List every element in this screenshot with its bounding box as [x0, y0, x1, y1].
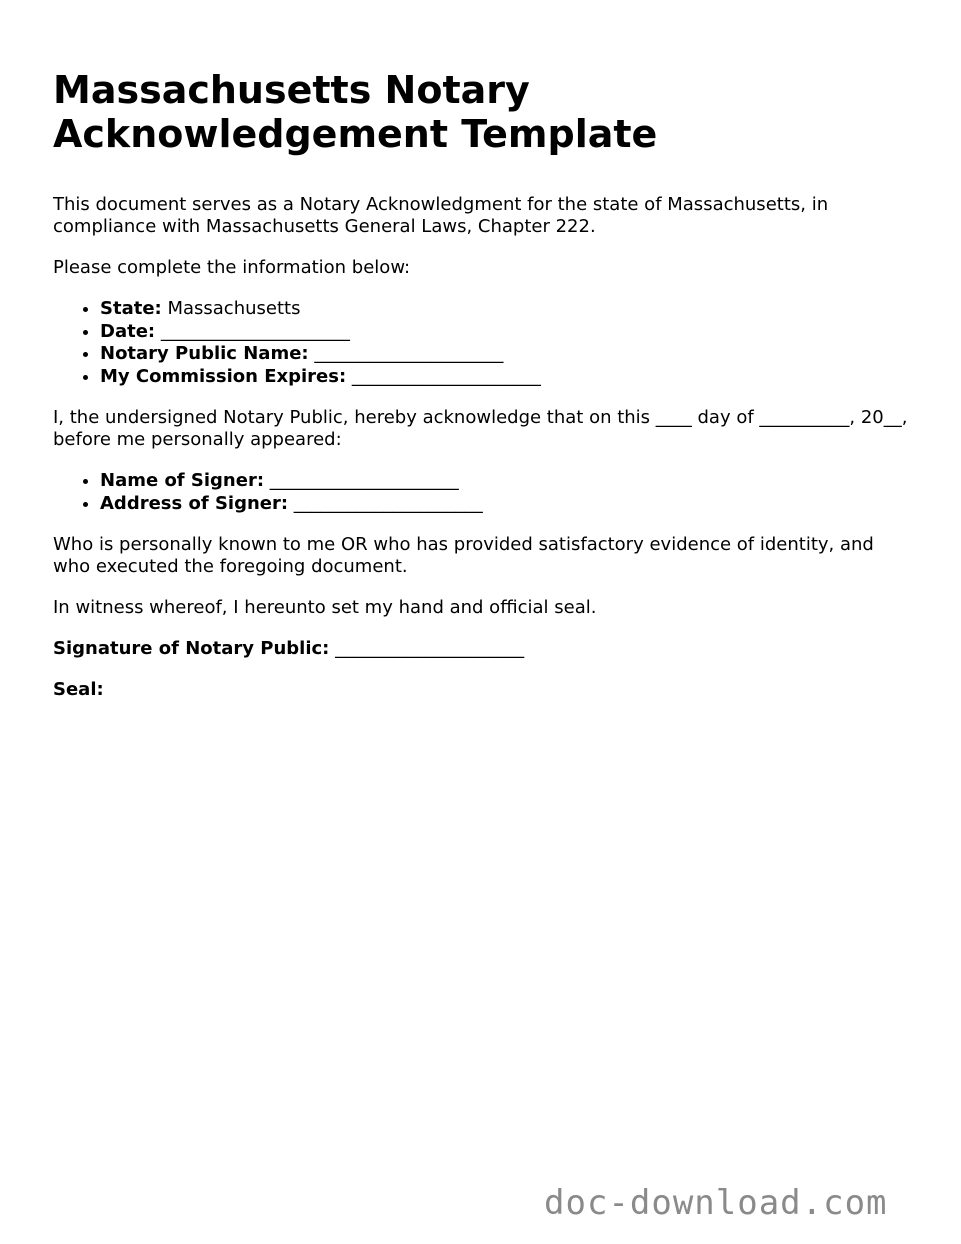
list-item-state [100, 298, 913, 321]
list-item-signer-name [100, 470, 913, 493]
acknowledgement-paragraph: I, the undersigned Notary Public, hereby acknowledge that on this ____ day of __________, 20__, before me personally appeared: [53, 407, 908, 450]
signature-label: Signature of Notary Public: [53, 638, 330, 659]
notary-details-list [53, 298, 913, 388]
field-label: State: [100, 298, 162, 319]
watermark: doc-download.com [544, 1183, 888, 1223]
field-value: _____________________ [346, 365, 541, 387]
witness-paragraph: In witness whereof, I hereunto set my hand and official seal. [53, 597, 597, 618]
field-label: Notary Public Name: [100, 343, 309, 364]
field-value: _____________________ [308, 343, 504, 364]
field-value: _____________________ [264, 470, 459, 491]
intro-paragraph: This document serves as a Notary Acknowledgment for the state of Massachusetts, in compliance with Massachusetts General Laws, Chapter 222. [53, 194, 829, 237]
seal-line [53, 679, 913, 701]
document-title: Massachusetts Notary Acknowledgement Template [53, 68, 658, 156]
field-label: Address of Signer: [100, 492, 289, 514]
list-item-commission-expires [100, 366, 913, 389]
field-label: My Commission Expires: [100, 365, 347, 387]
list-item-signer-address [100, 493, 913, 516]
signer-details-list [53, 470, 913, 515]
signature-line [53, 638, 913, 660]
field-value: _____________________ [155, 320, 350, 342]
list-item-date [100, 321, 913, 344]
field-value: Massachusetts [161, 298, 301, 319]
field-label: Date: [100, 320, 156, 342]
seal-label: Seal: [53, 679, 104, 700]
instruction-paragraph: Please complete the information below: [53, 257, 411, 278]
document-page [53, 68, 913, 720]
list-item-notary-name [100, 343, 913, 366]
field-label: Name of Signer: [100, 470, 265, 491]
signature-blank: _____________________ [329, 638, 525, 659]
field-value: _____________________ [288, 492, 483, 514]
identity-paragraph: Who is personally known to me OR who has provided satisfactory evidence of identity, and who executed the foregoing document. [53, 534, 874, 577]
